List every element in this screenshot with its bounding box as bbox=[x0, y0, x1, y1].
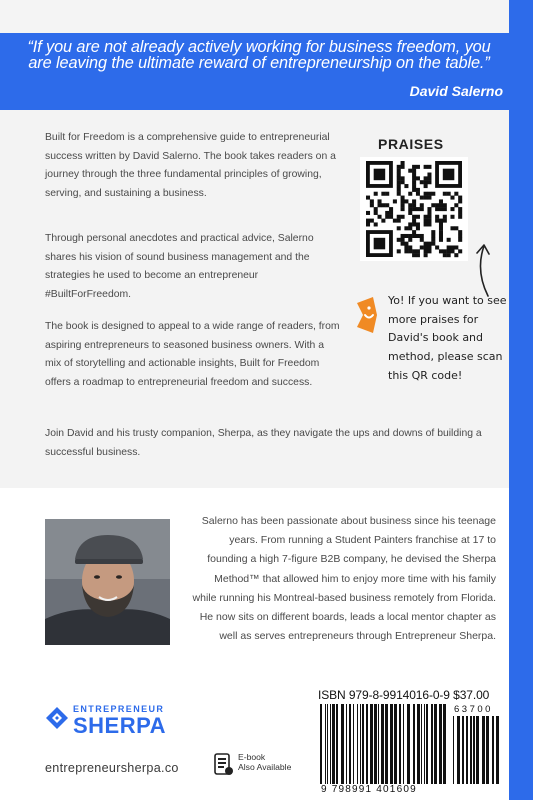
ebook-label bbox=[238, 752, 291, 772]
author-photo bbox=[45, 519, 170, 645]
logo-main-text: SHERPA bbox=[73, 713, 167, 738]
quote-author: David Salerno bbox=[409, 83, 503, 99]
quote-text: “If you are not already actively working for business freedom, you are leaving the ultimate reward of entrepreneurship on the table.” bbox=[27, 38, 491, 72]
barcode-addon-bars bbox=[453, 716, 499, 784]
author-portrait-image bbox=[45, 519, 170, 645]
quote-band bbox=[0, 33, 509, 110]
qr-code-graphic bbox=[360, 157, 468, 261]
arrow-icon bbox=[470, 238, 500, 298]
description-paragraph-2: Through personal anecdotes and practical advice, Salerno shares his vision of sound business management and the strategies he used to become an entrepreneur #BuiltForFreedom. bbox=[45, 233, 314, 300]
website-link[interactable]: entrepreneursherpa.co bbox=[45, 761, 179, 775]
sherpa-mascot-icon bbox=[355, 295, 379, 335]
description-paragraph-1: Built for Freedom is a comprehensive guide to entrepreneurial success written by David Salerno. The book takes readers on a journey through the three fundamental principles of growing, serving, and sustaining a business. bbox=[45, 132, 336, 199]
isbn-label: ISBN 979-8-9914016-0-9 $37.00 bbox=[318, 688, 490, 702]
top-strip bbox=[0, 0, 509, 33]
barcode-bars bbox=[320, 704, 448, 784]
ebook-icon bbox=[214, 753, 234, 777]
author-bio: Salerno has been passionate about business since his teenage years. From running a Student Painters franchise at 17 to founding a high 7-figure B2B company, he devised the Sherpa Method™ that allowed him to enjoy more time with his family while running his Montreal-based business remotely from Florida. He now sits on different boards, leads a local mentor chapter as well as serves entrepreneurs through Entrepreneur Sherpa. bbox=[192, 515, 496, 643]
right-accent-bar bbox=[509, 0, 533, 800]
barcode-number: 9 798991 401609 bbox=[321, 784, 417, 795]
ebook-line-2: Also Available bbox=[238, 762, 292, 772]
isbn-barcode bbox=[313, 688, 505, 798]
ebook-line-1: E-book bbox=[238, 752, 266, 762]
description-paragraph-3: The book is designed to appeal to a wide range of readers, from aspiring entrepreneurs to seasoned business owners. With a mix of storytelling and actionable insights, Built for Freedom offers a roadmap to entrepreneurial freedom and success. bbox=[45, 321, 340, 388]
praises-note: Yo! If you want to see more praises for David's book and method, please scan this QR code! bbox=[388, 294, 507, 382]
praises-title: PRAISES bbox=[378, 136, 444, 152]
qr-code[interactable] bbox=[360, 157, 468, 261]
barcode-addon-number: 63700 bbox=[454, 704, 493, 715]
logo-top-text: ENTREPRENEUR bbox=[73, 704, 165, 714]
sherpa-logo-icon bbox=[45, 706, 69, 730]
description-paragraph-4: Join David and his trusty companion, Sherpa, as they navigate the ups and downs of building a successful business. bbox=[45, 428, 482, 458]
